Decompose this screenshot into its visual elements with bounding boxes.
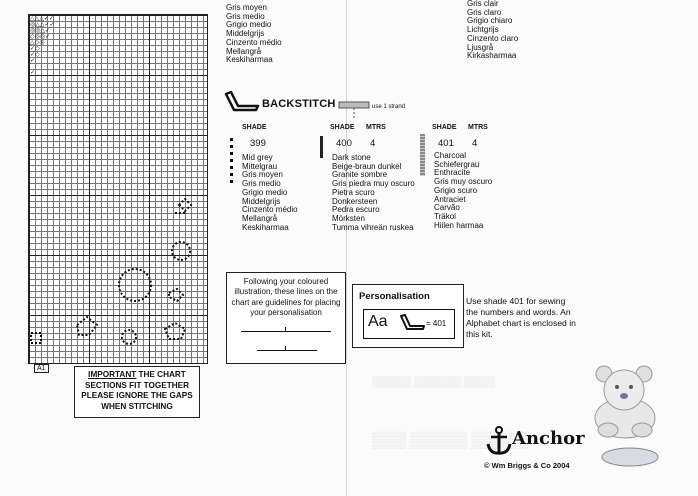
strand-note: use 1 strand bbox=[372, 104, 406, 110]
shade-name: Dark stone bbox=[332, 153, 371, 162]
shade-name: Pietra scuro bbox=[332, 187, 375, 197]
shade-name: Mörksten bbox=[332, 213, 365, 223]
thread-strand-icon bbox=[338, 98, 372, 120]
important-keyword: IMPORTANT bbox=[88, 370, 137, 379]
thread-sample-401 bbox=[420, 134, 425, 176]
brand-name: Anchor bbox=[512, 428, 585, 449]
cross-stitch-chart bbox=[28, 14, 208, 364]
shade-name: Carvão bbox=[434, 203, 460, 213]
bleed-through-text: ▒▒▒▒▒ ▒▒▒▒▒▒ ▒▒▒▒ bbox=[372, 376, 496, 388]
chart-symbols: ✓ bbox=[30, 69, 36, 76]
colour-names-list-left bbox=[226, 4, 282, 65]
important-note bbox=[79, 370, 195, 412]
colour-name: Cinzento médio bbox=[226, 37, 282, 47]
shade-name: Middelgrijs bbox=[242, 196, 281, 206]
colour-name: Grigio medio bbox=[226, 20, 272, 30]
shade-header: SHADE bbox=[432, 124, 457, 131]
shade-name: Antraciet bbox=[434, 194, 466, 204]
chart-symbols: ✓ bbox=[30, 57, 36, 64]
chart-symbols: △△△✓✓ bbox=[30, 15, 54, 22]
colour-name: Kirkasharmaa bbox=[467, 51, 517, 61]
personalisation-instructions: Use shade 401 for sewing the numbers and words. An Alphabet chart is enclosed in this kit. bbox=[466, 296, 576, 339]
chart-symbols: ✓◇ bbox=[30, 45, 40, 52]
shade-name: Charcoal bbox=[434, 151, 467, 160]
guideline-tick bbox=[285, 327, 286, 332]
backstitch-title: BACKSTITCH bbox=[262, 98, 336, 110]
colour-name: Grigio chiaro bbox=[467, 16, 513, 26]
metres-value: 4 bbox=[472, 138, 478, 149]
shade-name: Mellangrå bbox=[242, 213, 278, 223]
thread-sample-400 bbox=[320, 136, 323, 158]
chart-symbols: ✓◇ bbox=[30, 51, 40, 58]
kit-badge-oval bbox=[600, 446, 660, 468]
shade-names-401 bbox=[434, 152, 492, 230]
colour-name: Gris medio bbox=[226, 11, 265, 21]
backstitch-outlines bbox=[29, 15, 207, 363]
shade-name: Grigio medio bbox=[242, 187, 288, 197]
anchor-logo-icon bbox=[486, 426, 512, 456]
shade-name: Tumma vihreän ruskea bbox=[332, 222, 414, 232]
colour-name: Gris claro bbox=[467, 7, 502, 17]
shade-name: Cinzento médio bbox=[242, 205, 298, 215]
shade-number: 399 bbox=[250, 138, 266, 149]
shade-header: SHADE bbox=[330, 124, 355, 131]
colour-name: Lichtgrijs bbox=[467, 25, 499, 35]
shade-name: Keskiharmaa bbox=[242, 222, 289, 232]
guideline-tick bbox=[285, 346, 286, 351]
sample-lettering: Aa bbox=[368, 313, 388, 330]
shade-name: Mid grey bbox=[242, 153, 273, 162]
page-fold-line bbox=[346, 0, 347, 496]
placement-guideline-text: Following your coloured illustration, these lines on the chart are guidelines for placing your personalisation bbox=[231, 277, 341, 318]
sample-shade: = 401 bbox=[426, 319, 447, 328]
shade-name: Grigio scuro bbox=[434, 185, 478, 195]
chart-symbols: ◎△△✓✓ bbox=[30, 21, 55, 28]
personalisation-sample-box bbox=[363, 309, 455, 339]
colour-name: Ljusgrå bbox=[467, 42, 494, 52]
chart-section-marker: A1 bbox=[34, 364, 49, 373]
shade-name: Granite sombre bbox=[332, 170, 388, 180]
shade-name: Donkersteen bbox=[332, 196, 378, 206]
shade-name: Träkol bbox=[434, 211, 456, 221]
colour-name: Middelgrijs bbox=[226, 29, 265, 39]
thread-sample-399 bbox=[230, 138, 233, 186]
shade-name: Pedra escuro bbox=[332, 205, 380, 215]
colour-names-list-right bbox=[467, 0, 518, 61]
shade-name: Gris piedra muy oscuro bbox=[332, 179, 415, 189]
needle-stitch-icon bbox=[222, 88, 262, 118]
important-note-box bbox=[74, 366, 200, 418]
shade-name: Gris muy oscuro bbox=[434, 177, 493, 187]
chart-symbols: ◎◎△✓ bbox=[30, 27, 51, 34]
colour-name: Mellangrå bbox=[226, 46, 262, 56]
mtrs-header: MTRS bbox=[366, 124, 386, 131]
shade-names-399 bbox=[242, 154, 298, 232]
guideline-line bbox=[241, 331, 331, 332]
colour-name: Cinzento claro bbox=[467, 33, 519, 43]
mtrs-header: MTRS bbox=[468, 124, 488, 131]
shade-name: Gris medio bbox=[242, 179, 281, 189]
important-text: THE CHART SECTIONS FIT TOGETHER PLEASE IGNORE THE GAPS WHEN STITCHING bbox=[81, 370, 193, 411]
colour-name: Gris moyen bbox=[226, 3, 267, 12]
shade-number: 401 bbox=[438, 138, 454, 149]
guideline-line bbox=[257, 350, 317, 351]
personalisation-box bbox=[352, 284, 464, 348]
metres-value: 4 bbox=[370, 138, 376, 149]
colour-name: Gris clair bbox=[467, 0, 499, 8]
copyright-notice: © Wm Briggs & Co 2004 bbox=[484, 461, 570, 470]
bleed-through-text: ▒▒▒ ▒▒▒▒▒ ▒▒▒▒▒ bbox=[372, 432, 529, 449]
chart-symbols: ◇◎◎✓ bbox=[30, 33, 51, 40]
needle-stitch-icon bbox=[398, 312, 426, 334]
colour-name: Keskiharmaa bbox=[226, 55, 273, 65]
teddy-bear-illustration bbox=[586, 360, 664, 442]
shade-name: Hiilen harmaa bbox=[434, 220, 484, 230]
shade-names-400 bbox=[332, 154, 415, 232]
chart-symbols: △◇◎ bbox=[30, 39, 45, 46]
shade-name: Beige-braun dunkel bbox=[332, 161, 402, 171]
shade-name: Gris moyen bbox=[242, 170, 283, 180]
shade-name: Schiefergrau bbox=[434, 159, 480, 169]
shade-header: SHADE bbox=[242, 124, 267, 131]
shade-name: Mittelgrau bbox=[242, 161, 278, 171]
shade-number: 400 bbox=[336, 138, 352, 149]
personalisation-title: Personalisation bbox=[359, 291, 430, 302]
placement-guideline-box bbox=[226, 272, 346, 364]
shade-name: Enthracite bbox=[434, 168, 471, 178]
